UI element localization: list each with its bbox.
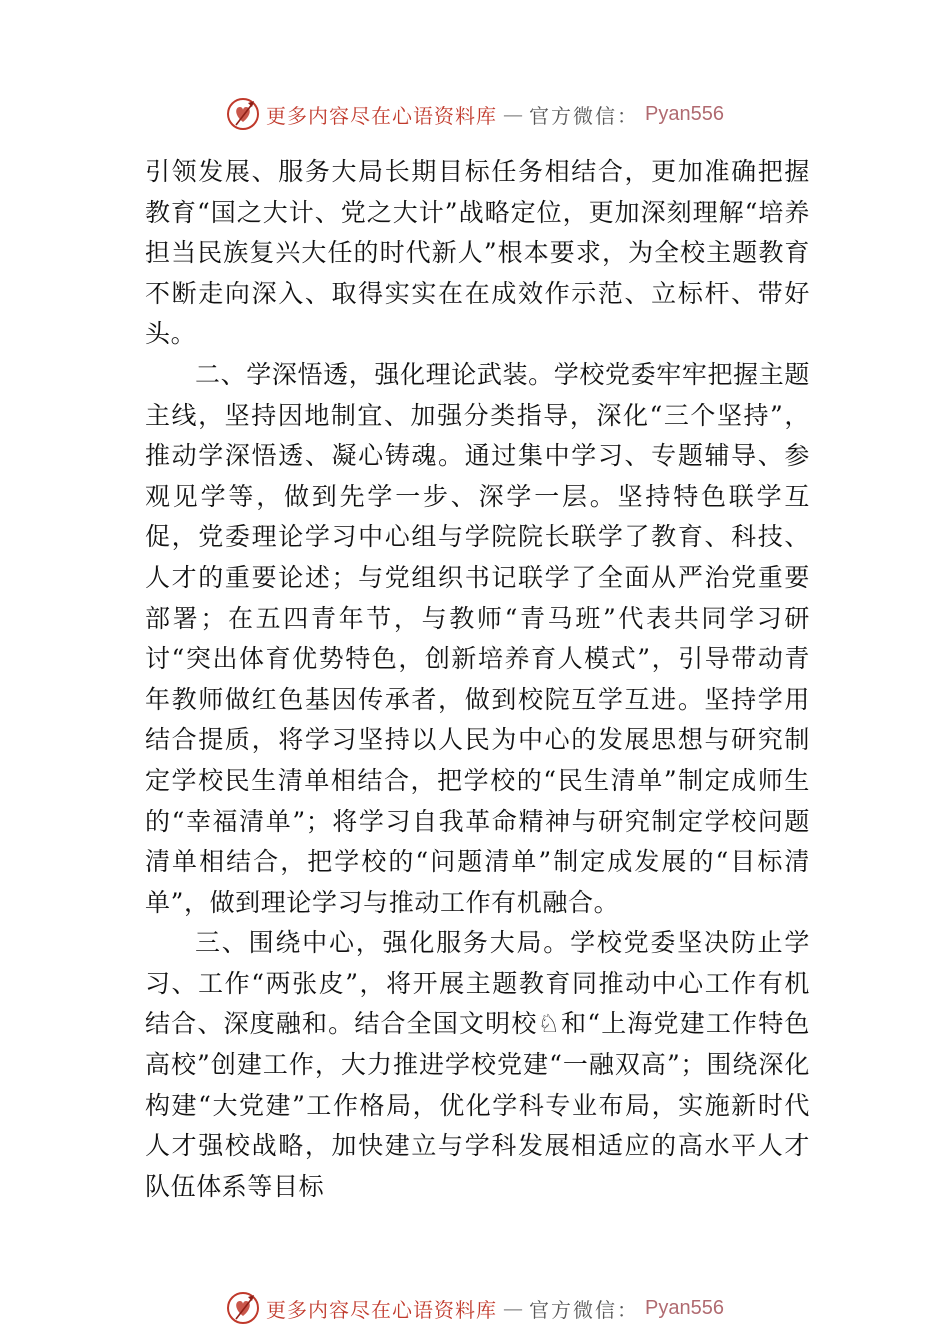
header-brand-text: 更多内容尽在心语资料库 [266, 103, 498, 128]
footer-brand-text: 更多内容尽在心语资料库 [266, 1297, 498, 1322]
header-separator: — [503, 102, 524, 126]
paragraph-section-two: 二、学深悟透，强化理论武装。学校党委牢牢把握主题主线，坚持因地制宜、加强分类指导，深化“三个坚持”，推动学深悟透、凝心铸魂。通过集中学习、专题辅导、参观见学等，做到先学一步、深学一层。坚持特色联学互促，党委理论学习中心组与学院院长联学了教育、科技、人才的重要论述；与党组织书记联学了全面从严治党重要部署；在五四青年节，与教师“青马班”代表共同学习研讨“突出体育优势特色，创新培养育人模式”，引导带动青年教师做红色基因传承者，做到校院互学互进。坚持学用结合提质，将学习坚持以人民为中心的发展思想与研究制定学校民生清单相结合，把学校的“民生清单”制定成师生的“幸福清单”；将学习自我革命精神与研究制定学校问题清单相结合，把学校的“问题清单”制定成发展的“目标清单”，做到理论学习与推动工作有机融合。 [145, 359, 810, 917]
footer-banner-inner [226, 1291, 724, 1325]
footer-separator: — [503, 1296, 524, 1320]
heart-pen-logo-icon [226, 1291, 260, 1325]
footer-wechat-label: 官方微信： [529, 1297, 640, 1322]
header-banner [0, 94, 950, 134]
header-banner-inner [226, 97, 724, 131]
footer-wechat-id: Pyan556 [645, 1296, 724, 1319]
document-body [145, 152, 810, 1207]
footer-banner [0, 1288, 950, 1328]
header-wechat-label: 官方微信： [529, 103, 640, 128]
header-wechat-id: Pyan556 [645, 102, 724, 125]
paragraph-continuation: 引领发展、服务大局长期目标任务相结合，更加准确把握教育“国之大计、党之大计”战略定位，更加深刻理解“培养担当民族复兴大任的时代新人”根本要求，为全校主题教育不断走向深入、取得实实在在成效作示范、立标杆、带好头。 [145, 157, 810, 349]
heart-pen-logo-icon [226, 97, 260, 131]
paragraph-section-three: 三、围绕中心，强化服务大局。学校党委坚决防止学习、工作“两张皮”，将开展主题教育同推动中心工作有机结合、深度融和。结合全国文明校♘和“上海党建工作特色高校”创建工作，大力推进学校党建“一融双高”；围绕深化构建“大党建”工作格局，优化学科专业布局，实施新时代人才强校战略，加快建立与学科发展相适应的高水平人才队伍体系等目标 [145, 928, 810, 1201]
